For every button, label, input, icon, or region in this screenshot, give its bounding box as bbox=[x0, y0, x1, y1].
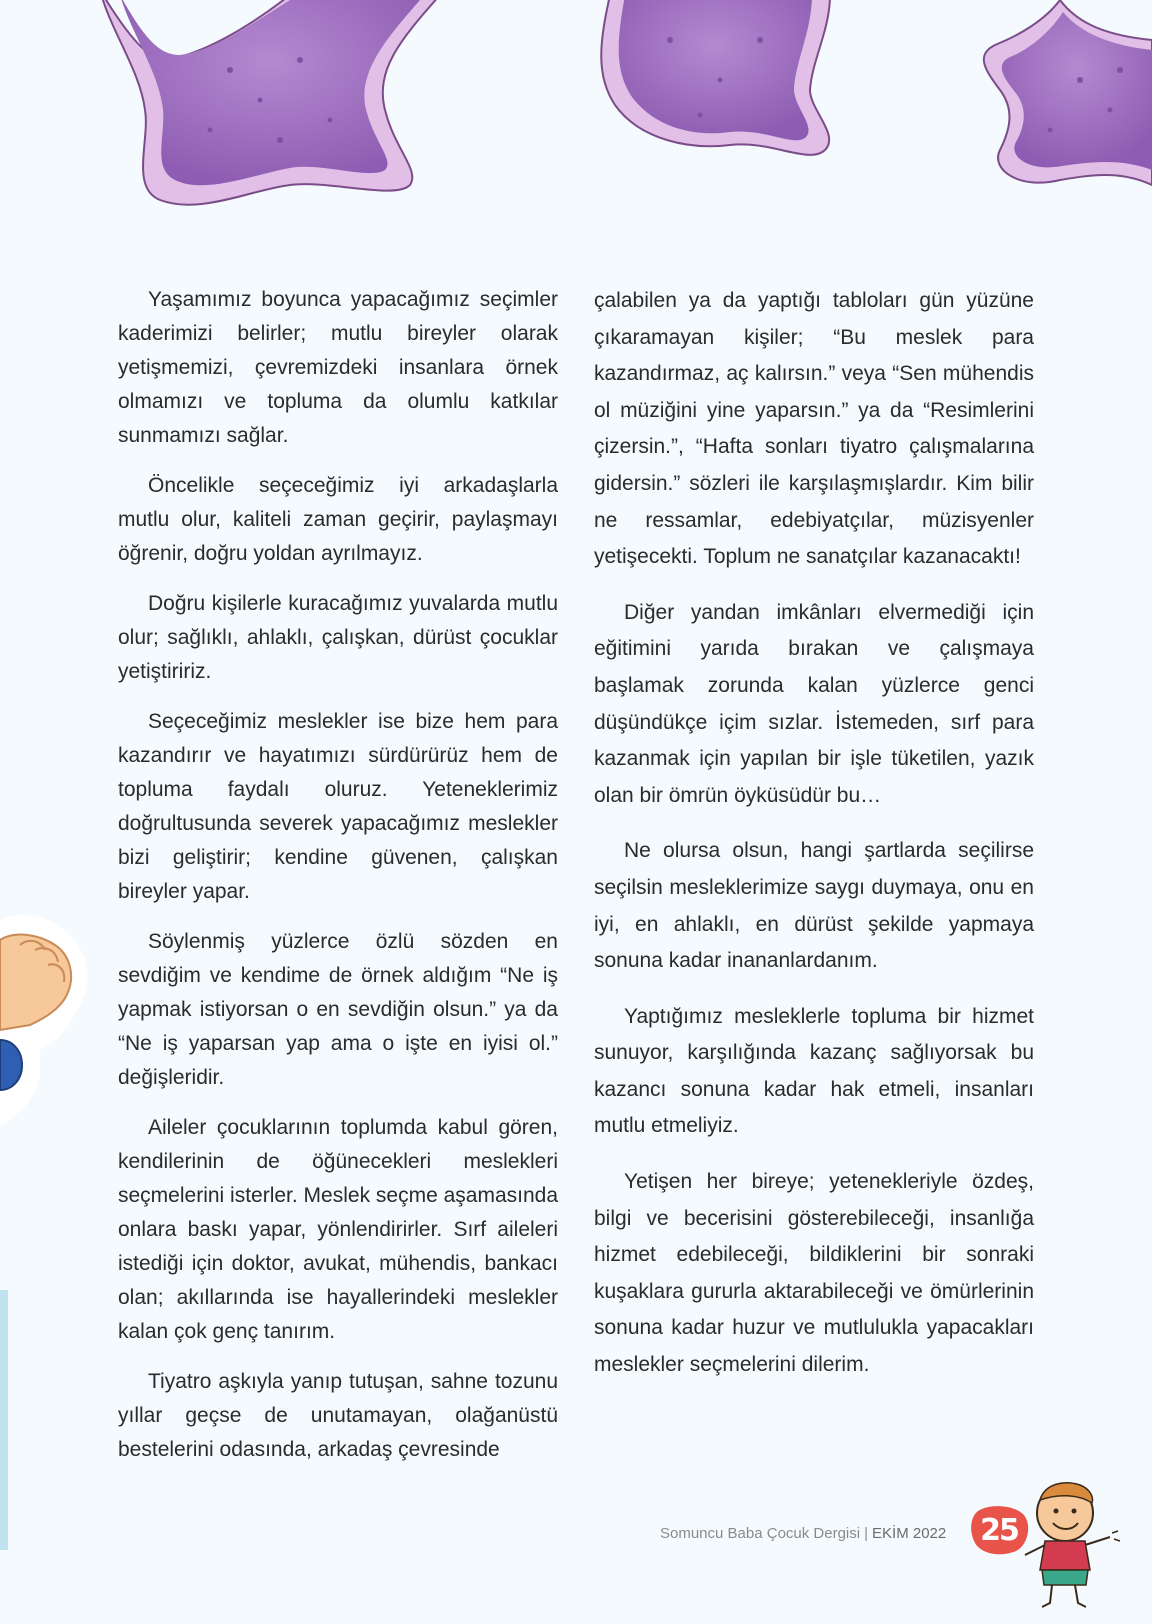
smiling-kid-icon bbox=[1020, 1475, 1130, 1615]
article-paragraph: Doğru kişilerle kuracağımız yuvalarda mutlu olur; sağlıklı, ahlaklı, çalışkan, dürüst çocuklar yetiştiririz. bbox=[118, 592, 558, 683]
footer-separator: | bbox=[864, 1525, 869, 1542]
thumbs-up-hand-icon bbox=[0, 900, 95, 1140]
article-paragraph: çalabilen ya da yaptığı tabloları gün yüzüne çıkaramayan kişiler; “Bu meslek para kazandırmaz, aç kalırsın.” veya “Sen mühendis ol müziğini yine yaparsın.” ya da “Resimlerini çizersin.”, “Hafta sonları tiyatro çalışmalarına gidersin.” sözleri ile karşılaşmışlardır. Kim bilir ne ressamlar, edebiyatçılar, müzisyenler yetişecekti. Toplum ne sanatçılar kazanacaktı! bbox=[594, 289, 1034, 569]
article-paragraph: Yaşamımız boyunca yapacağımız seçimler kaderimizi belirler; mutlu bireyler olarak yetişmemizi, çevremizdeki insanlara örnek olmamızı ve topluma da olumlu katkılar sunmamızı sağlar. bbox=[118, 288, 558, 447]
article-paragraph: Ne olursa olsun, hangi şartlarda seçilirse seçilsin mesleklerimize saygı duymaya, onu en iyi, en ahlaklı, en dürüst şekilde yapmaya sonuna kadar inananlardanım. bbox=[594, 839, 1034, 973]
article-paragraph: Diğer yandan imkânları elvermediği için eğitimini yarıda bırakan ve çalışmaya başlamak zorunda kalan yüzlerce genci düşündükçe içim sızlar. İstemeden, sırf para kazanmak için yapılan bir işle tüketilen, yazık olan bir ömrün öyküsüdür bu… bbox=[594, 600, 1034, 807]
issue-date: EKİM 2022 bbox=[872, 1525, 947, 1542]
article-paragraph: Söylenmiş yüzlerce özlü sözden en sevdiğim ve kendime de örnek aldığım “Ne iş yapmak istiyorsan o en sevdiğin olsun.” ya da “Ne iş yaparsan yap ama o işte en iyisi ol.” değişleridir. bbox=[118, 930, 558, 1089]
left-edge-stripe bbox=[0, 1290, 8, 1550]
starfish-decoration bbox=[0, 0, 1152, 240]
purple-starfish-icon bbox=[984, 0, 1152, 185]
article-paragraph: Yetişen her bireye; yetenekleriyle özdeş, bilgi ve becerisini gösterebileceği, insanlığa hizmet edebileceği, bildiklerini bir sonraki kuşaklara gururla aktarabileceği ve ömürlerinin sonuna kadar huzur ve mutlulukla yapacakları meslekler seçmelerini dilerim. bbox=[594, 1170, 1034, 1377]
purple-starfish-icon bbox=[601, 0, 830, 155]
article-paragraph: Öncelikle seçeceğimiz iyi arkadaşlarla mutlu olur, kaliteli zaman geçirir, paylaşmayı öğrenir, doğru yoldan ayrılmayız. bbox=[118, 474, 558, 565]
article-column-right bbox=[594, 283, 1034, 1403]
article-column-left bbox=[118, 283, 558, 1483]
article-paragraph: Tiyatro aşkıyla yanıp tutuşan, sahne tozunu yıllar geçse de unutamayan, olağanüstü bestelerini odasında, arkadaş çevresinde bbox=[118, 1370, 558, 1461]
article-paragraph: Yaptığımız mesleklerle topluma bir hizmet sunuyor, karşılığında kazanç sağlıyorsak bu kazancı sonuna kadar hak etmeli, insanları mutlu etmeliyiz. bbox=[594, 1004, 1034, 1138]
article-paragraph: Seçeceğimiz meslekler ise bize hem para kazandırır ve hayatımızı sürdürürüz hem de topluma faydalı oluruz. Yeteneklerimiz doğrultusunda severek yapacağımız meslekler bizi geliştirir; kendine güvenen, çalışkan bireyler yapar. bbox=[118, 710, 558, 903]
purple-starfish-icon bbox=[100, 0, 440, 205]
page-footer bbox=[660, 1525, 946, 1542]
magazine-name: Somuncu Baba Çocuk Dergisi bbox=[660, 1525, 861, 1542]
article-paragraph: Aileler çocuklarının toplumda kabul gören, kendilerinin de öğünecekleri meslekleri seçmelerini isterler. Meslek seçme aşamasında onlara baskı yapar, yönlendirirler. Sırf aileleri istediği için doktor, avukat, mühendis, bankacı olan; akıllarında ise hayallerindeki meslekler kalan çok genç tanırım. bbox=[118, 1116, 558, 1343]
page-number: 25 bbox=[980, 1512, 1018, 1548]
